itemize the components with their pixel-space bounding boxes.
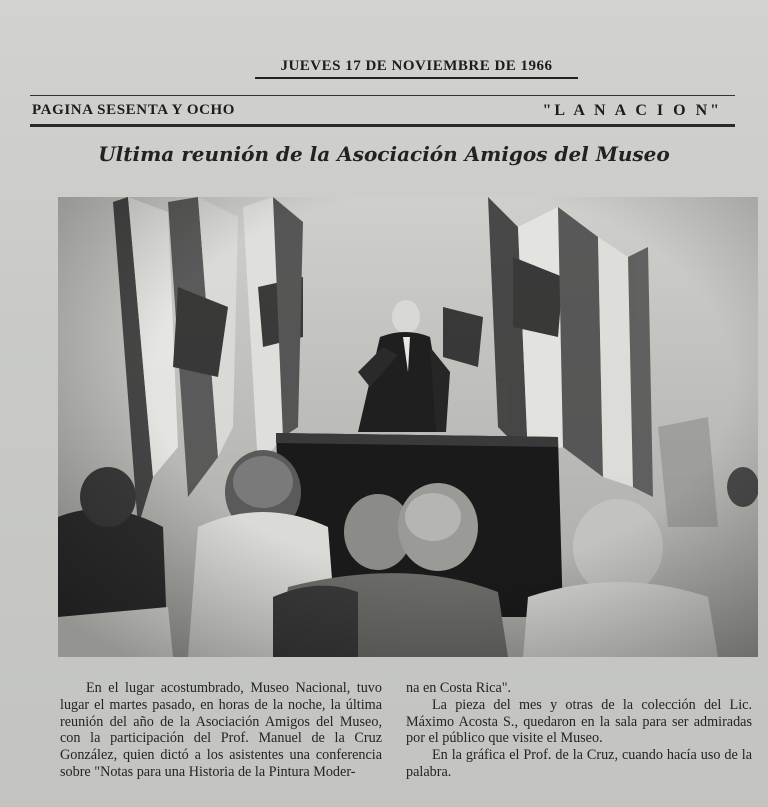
- photo-illustration: [58, 197, 758, 657]
- newspaper-name: "L A N A C I O N": [542, 102, 722, 119]
- article-paragraph-2: La pieza del mes y otras de la colección del Lic. Máximo Acosta S., quedaron en la sala para ser admiradas por el público que visite el Museo.: [406, 696, 752, 747]
- bleed-through-text: [250, 38, 580, 52]
- article-headline: Ultima reunión de la Asociación Amigos del Museo: [98, 142, 670, 166]
- date-line: JUEVES 17 DE NOVIEMBRE DE 1966: [255, 58, 578, 79]
- top-rule: [30, 95, 735, 96]
- article-paragraph-1: En el lugar acostumbrado, Museo Nacional, tuvo lugar el martes pasado, en horas de la noche, la última reunión del año de la Asociación Amigos del Museo, con la participación del Prof. Manuel de la Cruz González, quien dictó a los asistentes una conferencia sobre "Notas para una Historia de la Pintura Moder-: [60, 680, 382, 780]
- speaker-at-podium-photo: [58, 197, 758, 657]
- article-paragraph-3: En la gráfica el Prof. de la Cruz, cuando hacía uso de la palabra.: [406, 747, 752, 780]
- article-column-2: [406, 680, 752, 781]
- page-label: PAGINA SESENTA Y OCHO: [32, 102, 236, 118]
- article-paragraph-continuation: na en Costa Rica".: [406, 680, 512, 696]
- article-column-1: [60, 680, 382, 781]
- masthead-rule: [30, 124, 735, 127]
